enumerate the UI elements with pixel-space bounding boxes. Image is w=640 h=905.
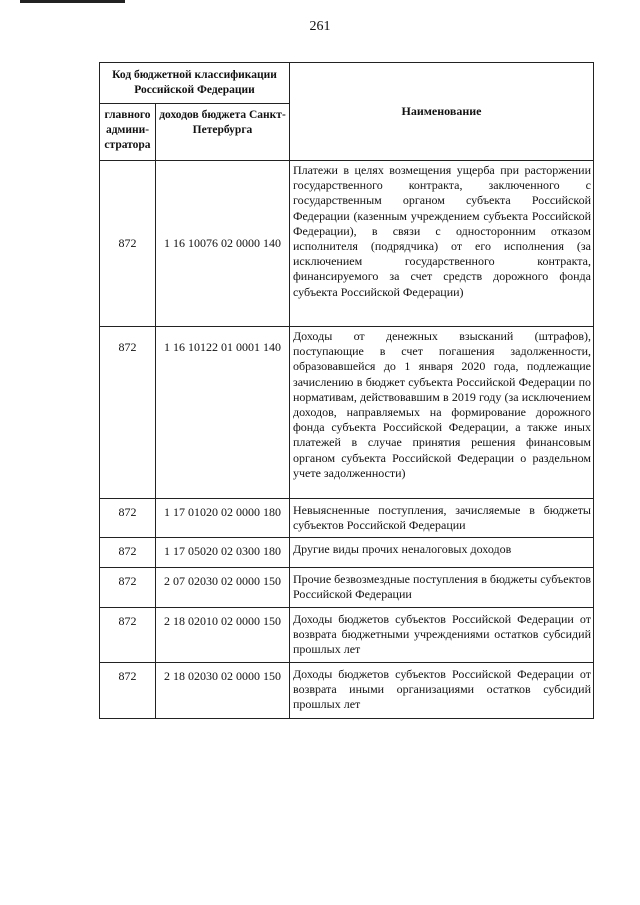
table-row: [100, 663, 594, 719]
income-code-cell: 1 16 10122 01 0001 140: [156, 327, 290, 499]
admin-code-cell: 872: [100, 327, 156, 499]
name-cell: Другие виды прочих неналоговых доходов: [290, 538, 594, 568]
name-cell: Доходы бюджетов субъектов Российской Федерации от возврата бюджетными учреждениями остатков субсидий прошлых лет: [290, 608, 594, 663]
admin-code-cell: 872: [100, 538, 156, 568]
admin-code-cell: 872: [100, 161, 156, 327]
table-row: [100, 327, 594, 499]
header-admin: главного админи-стратора: [100, 104, 156, 161]
income-code-cell: 1 17 05020 02 0300 180: [156, 538, 290, 568]
budget-classification-table: [99, 62, 594, 719]
admin-code-cell: 872: [100, 568, 156, 608]
name-cell: Платежи в целях возмещения ущерба при расторжении государственного контракта, заключенного с государственным органом субъекта Российской Федерации (казенным учреждением субъекта Российской Федерации), в связи с односторонним отказом исполнителя (подрядчика) от его исполнения (за исключением государственного контракта, финансируемого за счет средств дорожного фонда субъекта Российской Федерации): [290, 161, 594, 327]
table-row: [100, 161, 594, 327]
name-cell: Доходы бюджетов субъектов Российской Федерации от возврата иными организациями остатков субсидий прошлых лет: [290, 663, 594, 719]
name-cell: Невыясненные поступления, зачисляемые в бюджеты субъектов Российской Федерации: [290, 499, 594, 538]
table-row: [100, 499, 594, 538]
income-code-cell: 2 07 02030 02 0000 150: [156, 568, 290, 608]
income-code-cell: 2 18 02030 02 0000 150: [156, 663, 290, 719]
admin-code-cell: 872: [100, 663, 156, 719]
admin-code-cell: 872: [100, 608, 156, 663]
income-code-cell: 1 16 10076 02 0000 140: [156, 161, 290, 327]
table-row: [100, 568, 594, 608]
name-cell: Прочие безвозмездные поступления в бюджеты субъектов Российской Федерации: [290, 568, 594, 608]
header-classification-code: Код бюджетной классификации Российской Федерации: [100, 63, 290, 104]
header-income: доходов бюджета Санкт-Петербурга: [156, 104, 290, 161]
admin-code-cell: 872: [100, 499, 156, 538]
table-row: [100, 608, 594, 663]
income-code-cell: 1 17 01020 02 0000 180: [156, 499, 290, 538]
name-cell: Доходы от денежных взысканий (штрафов), поступающие в счет погашения задолженности, образовавшейся до 1 января 2020 года, подлежащие зачислению в бюджет субъекта Российской Федерации по нормативам, действовавшим в 2019 году (за исключением доходов, направляемых на формирование дорожного фонда субъекта Российской Федерации, а также иных платежей в случае принятия решения финансовым органом субъекта Российской Федерации о раздельном учете задолженности): [290, 327, 594, 499]
scan-artifact-line: [20, 0, 125, 3]
header-name: Наименование: [290, 63, 594, 161]
page-number: 261: [309, 19, 331, 34]
income-code-cell: 2 18 02010 02 0000 150: [156, 608, 290, 663]
table-row: [100, 538, 594, 568]
